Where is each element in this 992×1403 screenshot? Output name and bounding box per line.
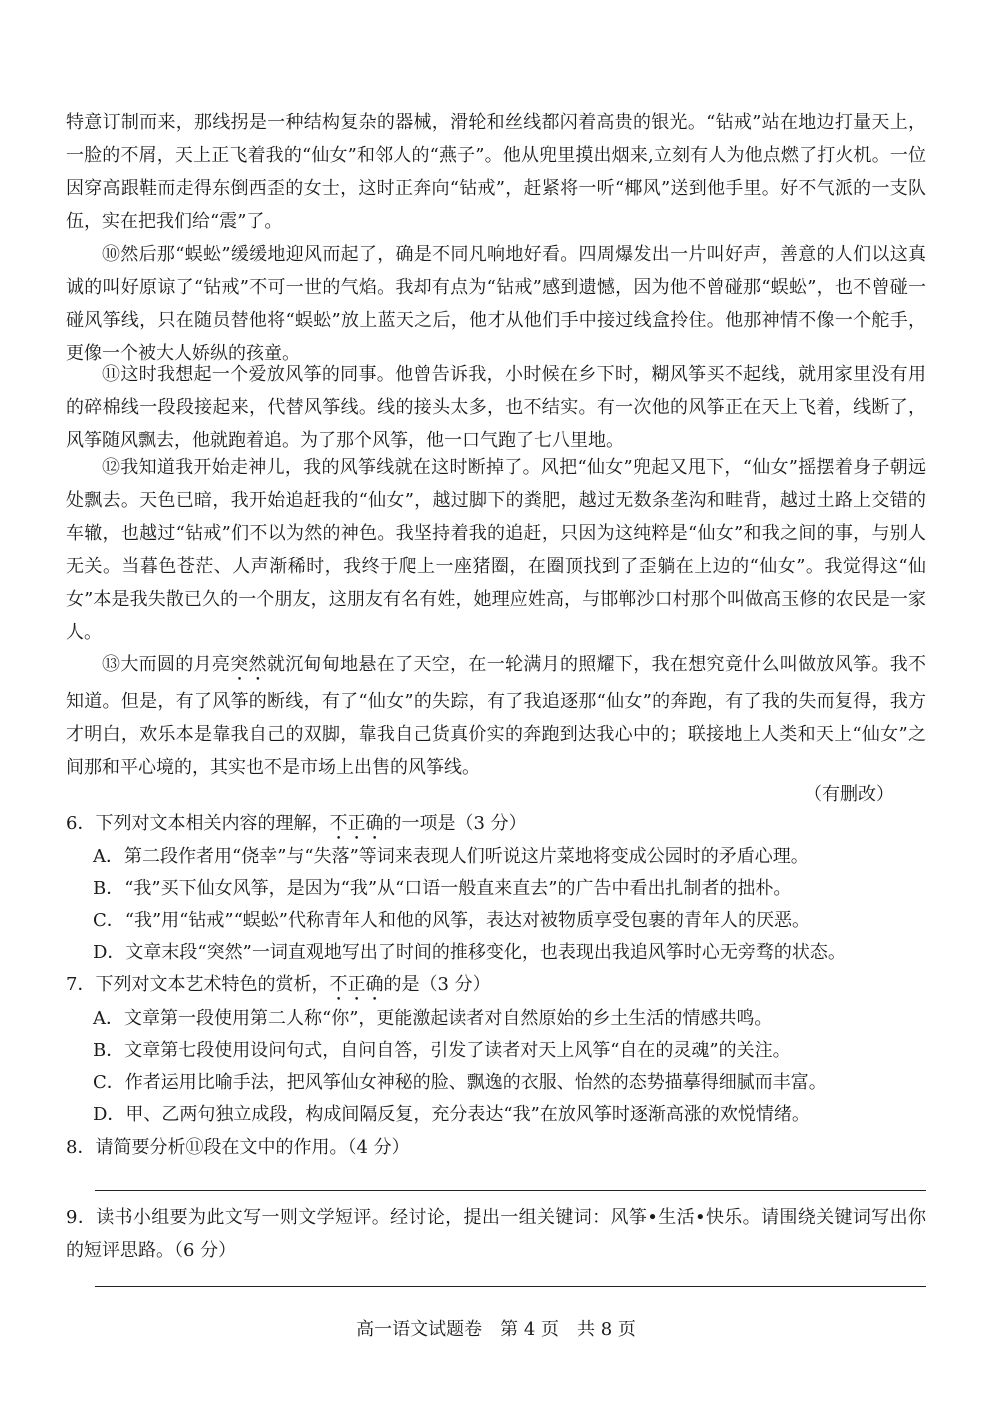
- edit-note: （有删改）: [804, 784, 894, 805]
- question-7-stem: [66, 970, 926, 1005]
- q7-option-a: A．文章第一段使用第二人称“你”，更能激起读者对自然原始的乡土生活的情感共鸣。: [93, 1008, 773, 1029]
- passage-paragraph-13: [66, 648, 926, 784]
- page-footer: 高一语文试题卷 第 4 页 共 8 页: [356, 1319, 636, 1340]
- question-8: 8．请简要分析⑪段在文中的作用。（4 分）: [66, 1137, 410, 1158]
- paragraph-13-text-b: 就沉甸甸地悬在了天空，在一轮满月的照耀下，我在想究竟什么叫做放风筝。我不知道。但是，有了风筝的断线，有了“仙女”的失踪，有了我追逐那“仙女”的奔跑，有了我的失而复得，我方才明白，欢乐本是靠我自己的双脚，靠我自己货真价实的奔跑到达我心中的；联接地上人类和天上“仙女”之间那和平心境的，其实也不是市场上出售的风筝线。: [66, 654, 927, 778]
- passage-paragraph-continued: 特意订制而来，那线拐是一种结构复杂的器械，滑轮和丝线都闪着高贵的银光。“钻戒”站在地边打量天上，一脸的不屑，天上正飞着我的“仙女”和邻人的“燕子”。他从兜里摸出烟来,立刻有人为他点燃了打火机。一位因穿高跟鞋而走得东倒西歪的女士，这时正奔向“钻戒”，赶紧将一听“椰风”送到他手里。好不气派的一支队伍，实在把我们给“震”了。: [66, 112, 926, 232]
- q7-option-d: D．甲、乙两句独立成段，构成间隔反复，充分表达“我”在放风筝时逐渐高涨的欢悦情绪。: [93, 1104, 810, 1125]
- q6-option-c: C．“我”用“钻戒”“蜈蚣”代称青年人和他的风筝，表达对被物质享受包裹的青年人的厌恶。: [93, 910, 810, 931]
- q7-stem-b: 的是（3 分）: [383, 974, 491, 995]
- question-9: 9．读书小组要为此文写一则文学短评。经讨论，提出一组关键词：风筝•生活•快乐。请围绕关键词写出你的短评思路。（6 分）: [66, 1207, 926, 1261]
- q6-stem-b: 的一项是（3 分）: [383, 813, 527, 834]
- answer-line-q9[interactable]: [95, 1286, 926, 1287]
- passage-paragraph-12: [66, 451, 926, 649]
- q7-option-c: C．作者运用比喻手法，把风筝仙女神秘的脸、飘逸的衣服、怡然的态势描摹得细腻而丰富。: [93, 1072, 827, 1093]
- question-6-stem: [66, 809, 926, 844]
- q7-option-b: B．文章第七段使用设问句式，自问自答，引发了读者对天上风筝“自在的灵魂”的关注。: [93, 1040, 791, 1061]
- q6-option-a: A．第二段作者用“侥幸”与“失落”等词来表现人们听说这片菜地将变成公园时的矛盾心理。: [93, 846, 809, 867]
- q6-stem-a: 6．下列对文本相关内容的理解，: [66, 813, 330, 834]
- q6-option-d: D．文章末段“突然”一词直观地写出了时间的推移变化，也表现出我追风筝时心无旁骛的状态。: [93, 942, 846, 963]
- passage-paragraph-10: ⑩然后那“蜈蚣”缓缓地迎风而起了，确是不同凡响地好看。四周爆发出一片叫好声，善意的人们以这真诚的叫好原谅了“钻戒”不可一世的气焰。我却有点为“钻戒”感到遗憾，因为他不曾碰那“蜈蚣”，也不曾碰一碰风筝线，只在随员替他将“蜈蚣”放上蓝天之后，他才从他们手中接过线盒拎住。他那神情不像一个舵手，更像一个被大人娇纵的孩童。: [66, 244, 926, 364]
- paragraph-13-text-a: ⑬大而圆的月亮: [102, 654, 231, 675]
- answer-line-q8[interactable]: [95, 1190, 926, 1191]
- q6-option-b: B．“我”买下仙女风筝，是因为“我”从“口语一般直来直去”的广告中看出扎制者的拙朴。: [93, 878, 792, 899]
- q6-emphasis: 不正确: [329, 813, 384, 834]
- passage-paragraph-11: ⑪这时我想起一个爱放风筝的同事。他曾告诉我，小时候在乡下时，糊风筝买不起线，就用家里没有用的碎棉线一段段接起来，代替风筝线。线的接头太多，也不结实。有一次他的风筝正在天上飞着，线断了，风筝随风飘去，他就跑着追。为了那个风筝，他一口气跑了七八里地。: [66, 364, 926, 451]
- q7-stem-a: 7．下列对文本艺术特色的赏析，: [66, 974, 330, 995]
- emphasis-dotted-word: 突然: [230, 654, 267, 675]
- q7-emphasis: 不正确: [329, 974, 384, 995]
- paragraph-12-text: ⑫我知道我开始走神儿，我的风筝线就在这时断掉了。风把“仙女”兜起又甩下，“仙女”摇摆着身子朝远处飘去。天色已暗，我开始追赶我的“仙女”，越过脚下的粪肥，越过无数条垄沟和畦背，越过土路上交错的车辙，也越过“钻戒”们不以为然的神色。我坚持着我的追赶，只因为这纯粹是“仙女”和我之间的事，与别人无关。当暮色苍茫、人声渐稀时，我终于爬上一座猪圈，在圈顶找到了歪躺在上边的“仙女”。我觉得这“仙女”本是我失散已久的一个朋友，这朋友有名有姓，她理应姓高，与邯郸沙口村那个叫做高玉修的农民是一家人。: [66, 457, 926, 643]
